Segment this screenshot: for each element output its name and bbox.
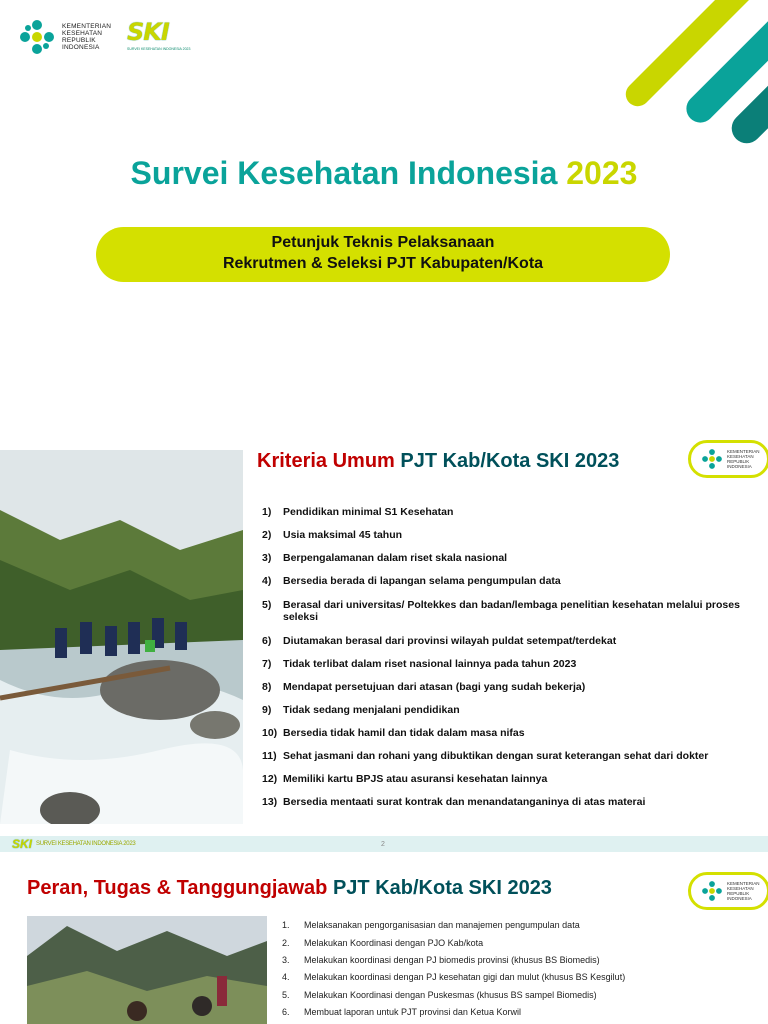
item-text: Tidak terlibat dalam riset nasional lainnya pada tahun 2023 [283, 658, 577, 670]
item-text: Mendapat persetujuan dari atasan (bagi yang sudah bekerja) [283, 681, 586, 693]
page-number: 2 [381, 840, 385, 848]
list-item [262, 727, 762, 739]
badge-text [727, 449, 760, 469]
ski-logo-word: SKI [127, 18, 169, 46]
list-item [262, 506, 762, 518]
item-text: Sehat jasmani dan rohani yang dibuktikan dengan surat keterangan sehat dari dokter [283, 750, 709, 762]
title-dark-part: PJT Kab/Kota SKI 2023 [332, 877, 552, 899]
title-red-part: Kriteria Umum [257, 450, 395, 472]
item-number: 1. [282, 920, 290, 930]
item-number: 9) [262, 704, 272, 716]
footer-ski-logo: SKI [12, 837, 33, 851]
list-item [262, 773, 762, 785]
item-number: 2) [262, 529, 272, 541]
kemenkes-logo [18, 16, 118, 58]
item-text: Melakukan koordinasi dengan PJ biomedis provinsi (khusus BS Biomedis) [304, 955, 600, 965]
item-number: 2. [282, 938, 290, 948]
badge-line: REPUBLIK [727, 891, 750, 896]
item-number: 3. [282, 955, 290, 965]
item-number: 6. [282, 1007, 290, 1017]
subtitle-pill [96, 227, 670, 282]
item-number: 7) [262, 658, 272, 670]
logo-line: KEMENTERIAN [62, 23, 112, 30]
ski-logo-subtext: SURVEI KESEHATAN INDONESIA 2023 [127, 47, 191, 51]
ski-logo [127, 17, 189, 57]
mountain-photo [27, 916, 267, 1024]
item-number: 11) [262, 750, 277, 762]
subtitle-line: Rekrutmen & Seleksi PJT Kabupaten/Kota [222, 255, 544, 272]
item-text: Berasal dari universitas/ Poltekkes dan badan/lembaga penelitian kesehatan melalui proses seleksi [283, 599, 740, 623]
kemenkes-text [62, 23, 111, 51]
list-item [262, 681, 762, 693]
list-item [282, 920, 762, 931]
criteria-slide [0, 430, 768, 852]
subtitle-line: Petunjuk Teknis Pelaksanaan [271, 234, 495, 251]
list-item [262, 599, 762, 623]
badge-line: INDONESIA [727, 464, 752, 469]
list-item [262, 796, 762, 808]
title-slide [0, 0, 768, 430]
logo-line: KESEHATAN [62, 30, 103, 37]
list-item [262, 704, 762, 716]
item-text: Melaksanakan pengorganisasian dan manajemen pengumpulan data [304, 920, 580, 930]
item-number: 5) [262, 599, 272, 611]
item-number: 6) [262, 635, 272, 647]
footer-text: SURVEI KESEHATAN INDONESIA 2023 [36, 841, 136, 847]
mountain-photo-image [27, 916, 267, 1024]
criteria-title [257, 450, 619, 473]
title-red-part: Peran, Tugas & Tanggungjawab [27, 877, 328, 899]
item-number: 5. [282, 990, 290, 1000]
title-dark-part: PJT Kab/Kota SKI 2023 [400, 450, 620, 472]
logo-line: REPUBLIK [62, 37, 96, 44]
slide-footer [0, 836, 768, 852]
river-photo-image [0, 450, 243, 824]
list-item [282, 1007, 762, 1018]
item-number: 10) [262, 727, 278, 739]
item-text: Bersedia mentaati surat kontrak dan menandatanganinya di atas materai [283, 796, 646, 808]
kemenkes-badge [688, 872, 768, 910]
badge-line: KESEHATAN [727, 454, 754, 459]
roles-title [27, 877, 552, 900]
page-title [0, 155, 768, 192]
logo-line: INDONESIA [62, 44, 100, 51]
badge-text [727, 881, 760, 901]
badge-line: KEMENTERIAN [727, 449, 760, 454]
list-item [282, 990, 762, 1001]
item-number: 13) [262, 796, 278, 808]
item-text: Diutamakan berasal dari provinsi wilayah puldat setempat/terdekat [283, 635, 617, 647]
item-number: 1) [262, 506, 272, 518]
roles-slide [0, 852, 768, 1024]
item-text: Pendidikan minimal S1 Kesehatan [283, 506, 454, 518]
badge-line: REPUBLIK [727, 459, 750, 464]
list-item [282, 972, 762, 983]
badge-line: INDONESIA [727, 896, 752, 901]
title-text: Survei Kesehatan Indonesia [130, 155, 558, 191]
kemenkes-emblem-icon [701, 448, 723, 470]
title-year: 2023 [566, 155, 638, 191]
kemenkes-emblem-icon [18, 18, 56, 56]
item-text: Melakukan Koordinasi dengan Puskesmas (khusus BS sampel Biomedis) [304, 990, 597, 1000]
badge-line: KEMENTERIAN [727, 881, 760, 886]
item-text: Membuat laporan untuk PJT provinsi dan Ketua Korwil [304, 1007, 521, 1017]
item-number: 12) [262, 773, 278, 785]
item-text: Usia maksimal 45 tahun [283, 529, 403, 541]
item-text: Melakukan Koordinasi dengan PJO Kab/kota [304, 938, 484, 948]
list-item [262, 552, 762, 564]
item-text: Bersedia berada di lapangan selama pengumpulan data [283, 575, 561, 587]
list-item [282, 955, 762, 966]
kemenkes-emblem-icon [701, 880, 723, 902]
item-number: 8) [262, 681, 272, 693]
item-number: 4) [262, 575, 272, 587]
list-item [282, 938, 762, 949]
item-text: Berpengalamanan dalam riset skala nasional [283, 552, 508, 564]
item-text: Bersedia tidak hamil dan tidak dalam masa nifas [283, 727, 525, 739]
item-number: 4. [282, 972, 290, 982]
item-text: Memiliki kartu BPJS atau asuransi kesehatan lainnya [283, 773, 548, 785]
list-item [262, 658, 762, 670]
list-item [262, 635, 762, 647]
list-item [262, 529, 762, 541]
list-item [262, 750, 762, 762]
item-text: Melakukan koordinasi dengan PJ kesehatan gigi dan mulut (khusus BS Kesgilut) [304, 972, 626, 982]
river-crossing-photo [0, 450, 243, 824]
list-item [262, 575, 762, 587]
badge-line: KESEHATAN [727, 886, 754, 891]
item-number: 3) [262, 552, 272, 564]
item-text: Tidak sedang menjalani pendidikan [283, 704, 460, 716]
kemenkes-badge [688, 440, 768, 478]
